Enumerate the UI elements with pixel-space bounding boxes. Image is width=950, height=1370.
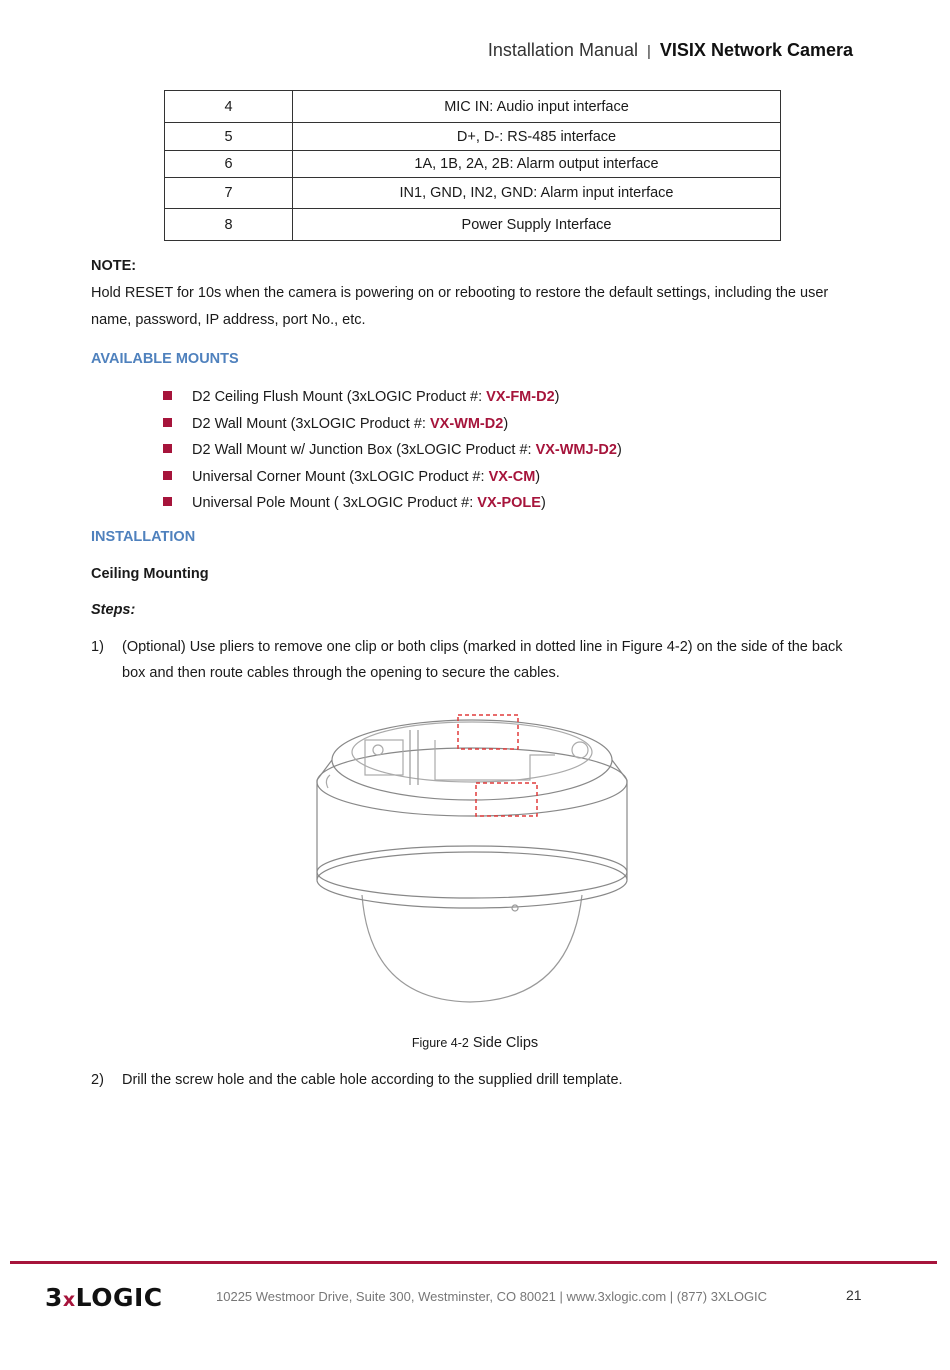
available-mounts-heading: AVAILABLE MOUNTS [91,351,239,367]
list-item [163,490,622,517]
mounts-list [163,384,622,517]
pin-number: 4 [165,91,293,123]
pin-description: IN1, GND, IN2, GND: Alarm input interface [293,178,781,209]
step-text: (Optional) Use pliers to remove one clip or both clips (marked in dotted line in Figure 4-2) on the side of the back box and then route cables through the opening to secure the cables. [122,639,843,681]
step-number: 1) [91,639,104,655]
step-text: Drill the screw hole and the cable hole according to the supplied drill template. [122,1072,623,1088]
logo-three: 3 [45,1283,63,1312]
mount-name: Universal Pole Mount ( 3xLOGIC Product #: [192,495,478,511]
product-code: VX-CM [488,468,536,485]
footer-address: 10225 Westmoor Drive, Suite 300, Westminster, CO 80021 | www.3xlogic.com | (877) 3XLOGIC [216,1289,768,1304]
logo-x: x [62,1289,76,1311]
page-number: 21 [846,1287,862,1303]
installation-heading: INSTALLATION [91,529,196,545]
square-bullet-icon [163,444,172,453]
steps-label: Steps: [91,602,136,618]
square-bullet-icon [163,497,172,506]
square-bullet-icon [163,418,172,427]
product-code: VX-POLE [477,495,541,511]
table-row [165,178,781,209]
product-code: VX-WMJ-D2 [535,442,617,458]
pin-number: 7 [165,178,293,209]
mount-name: D2 Wall Mount w/ Junction Box (3xLOGIC Product #: [192,442,536,458]
list-item [163,437,622,464]
product-code: VX-FM-D2 [486,389,555,405]
note-label: NOTE: [91,258,137,274]
table-row [165,91,781,123]
page-header [488,40,853,61]
table-row [165,151,781,178]
manual-title: Installation Manual [487,40,638,60]
figure-title: Side Clips [472,1035,539,1051]
pin-number: 6 [165,151,293,178]
mount-name: D2 Ceiling Flush Mount (3xLOGIC Product #: [192,389,487,405]
figure-caption [0,1035,950,1051]
ceiling-mounting-heading: Ceiling Mounting [91,566,209,582]
header-separator: | [647,43,651,60]
mount-suffix: ) [616,442,622,458]
note-text: Hold RESET for 10s when the camera is powering on or rebooting to restore the default settings, including the user name, password, IP address, port No., etc. [91,285,829,328]
list-item [163,411,622,438]
list-item [163,384,622,411]
3xlogic-logo [45,1283,163,1312]
mount-suffix: ) [503,415,509,432]
pin-number: 5 [165,123,293,151]
product-title: VISIX Network Camera [659,40,853,60]
pin-description: Power Supply Interface [293,209,781,241]
footer-divider [10,1261,937,1264]
pin-number: 8 [165,209,293,241]
figure-label: Figure 4-2 [411,1036,469,1050]
mount-suffix: ) [535,468,541,485]
pin-description: MIC IN: Audio input interface [293,91,781,123]
interface-table [164,90,781,241]
product-code: VX-WM-D2 [430,415,504,432]
mount-suffix: ) [540,495,546,511]
pin-description: D+, D-: RS-485 interface [293,123,781,151]
mount-name: D2 Wall Mount (3xLOGIC Product #: [192,415,430,432]
pin-description: 1A, 1B, 2A, 2B: Alarm output interface [293,151,781,178]
square-bullet-icon [163,471,172,480]
step-number: 2) [91,1072,104,1088]
mount-suffix: ) [554,389,560,405]
dome-camera-figure [300,700,640,1010]
mount-name: Universal Corner Mount (3xLOGIC Product #: [192,468,489,485]
table-row [165,123,781,151]
table-row [165,209,781,241]
square-bullet-icon [163,391,172,400]
logo-word: LOGIC [75,1283,163,1312]
list-item [163,464,622,491]
